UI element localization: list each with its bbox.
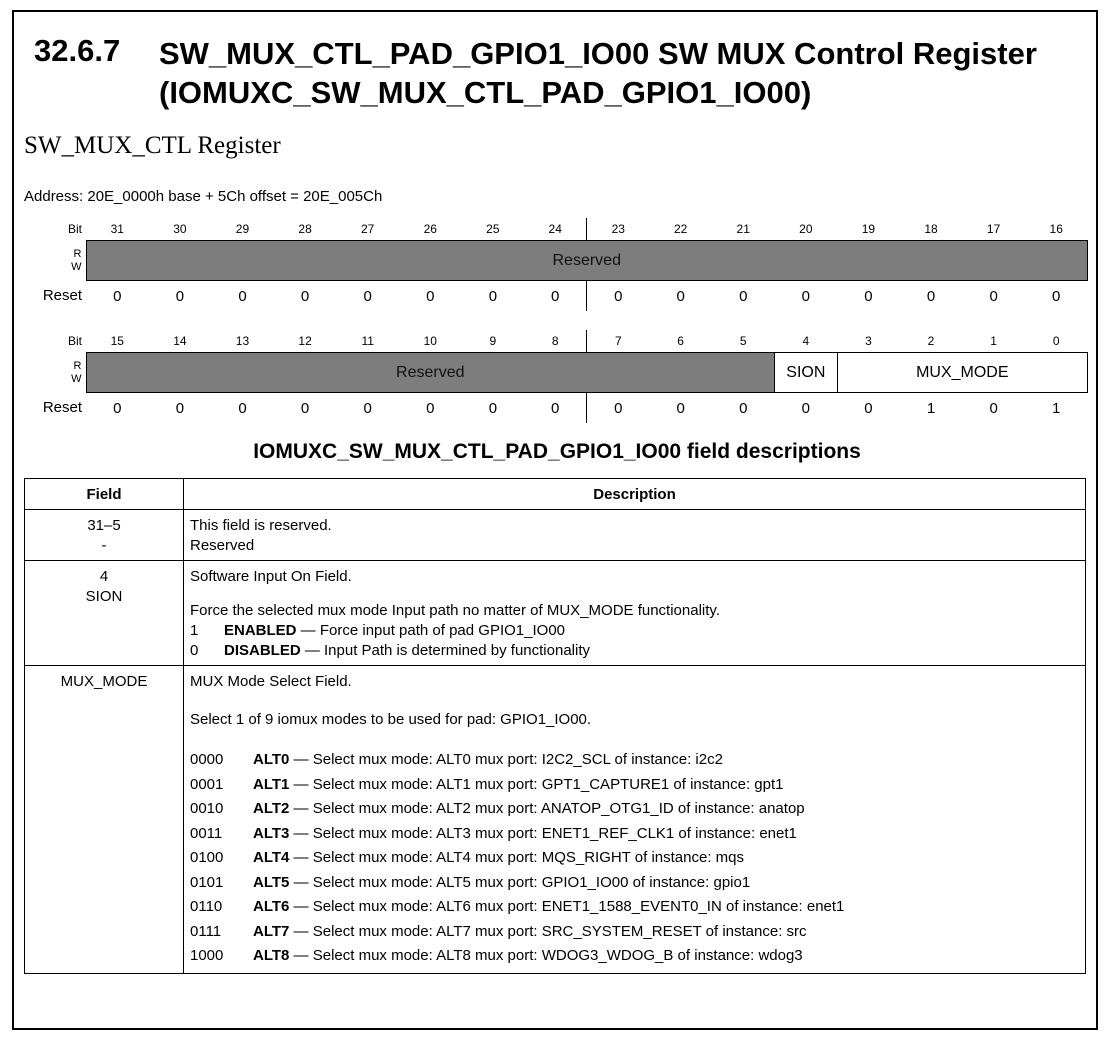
enum-text	[224, 621, 565, 641]
field-name: MUX_MODE	[60, 673, 148, 690]
bit-number: 16	[1049, 222, 1063, 236]
enum-name: ENABLED	[224, 622, 297, 639]
reset-value: 0	[926, 287, 936, 305]
write-label: W	[71, 372, 82, 385]
enum-value-row	[190, 944, 1081, 969]
enum-description: — Select mux mode: ALT0 mux port: I2C2_SCL of instance: i2c2	[289, 751, 723, 768]
reset-value: 0	[300, 399, 310, 417]
reset-value: 0	[363, 287, 372, 305]
bit-number: 2	[927, 334, 935, 348]
enum-text	[253, 822, 797, 847]
bit-number: 1	[990, 334, 997, 348]
enum-code: 0111	[190, 922, 222, 940]
reset-value: 0	[426, 287, 435, 305]
document-page	[12, 10, 1098, 1030]
bit-number: 31	[110, 222, 124, 236]
enum-name: ALT8	[253, 947, 290, 964]
section-number: 32.6.7	[34, 33, 121, 68]
enum-description: — Select mux mode: ALT1 mux port: GPT1_CAPTURE1 of instance: gpt1	[289, 775, 784, 793]
reset-value: 0	[524, 393, 587, 424]
enum-description: — Force input path of pad GPIO1_IO00	[296, 622, 565, 639]
reset-value: 0	[175, 287, 185, 305]
enum-name: ALT2	[253, 800, 290, 817]
field-descriptions-table	[24, 478, 1086, 974]
reset-value: 0	[801, 287, 810, 305]
enum-description: — Select mux mode: ALT4 mux port: MQS_RIGHT of instance: mqs	[289, 849, 744, 866]
enum-value-row	[190, 797, 1081, 822]
reserved-field: Reserved	[86, 353, 775, 393]
register-diagram-lower	[24, 330, 1088, 423]
enum-value-row	[190, 920, 1081, 945]
bit-number: 6	[677, 334, 684, 348]
bit-number: 21	[736, 222, 750, 236]
enum-text	[253, 920, 807, 945]
bit-number: 4	[802, 334, 810, 348]
field-cell	[25, 510, 184, 561]
bit-number: 11	[361, 334, 374, 348]
field-cell	[25, 561, 184, 666]
reset-value: 0	[113, 399, 122, 417]
column-header-field: Field	[25, 479, 184, 510]
bit-number: 12	[298, 334, 312, 348]
description-detail: Select 1 of 9 iomux modes to be used for pad: GPIO1_IO00.	[190, 711, 592, 728]
reset-value: 0	[739, 399, 748, 417]
reset-value: 0	[363, 399, 372, 417]
description-summary: Software Input On Field.	[190, 568, 352, 585]
bit-number: 0	[1052, 334, 1060, 348]
reset-value: 0	[989, 287, 998, 305]
enum-code: 1000	[190, 947, 224, 964]
bit-number: 24	[524, 218, 587, 241]
register-field-mux-mode: MUX_MODE	[837, 353, 1087, 393]
reset-row	[24, 393, 1088, 424]
enum-description: — Select mux mode: ALT2 mux port: ANATOP_OTG1_ID of instance: anatop	[289, 800, 805, 817]
reset-label: Reset	[42, 287, 82, 305]
enum-code: 0010	[190, 800, 224, 817]
bit-number: 19	[861, 222, 876, 236]
table-row-reserved	[25, 510, 1086, 561]
bit-number-row	[24, 330, 1088, 353]
enum-name: ALT3	[253, 824, 290, 842]
bit-number: 20	[799, 222, 813, 236]
enum-name: ALT4	[253, 849, 290, 866]
bit-number: 28	[298, 222, 312, 236]
bit-number: 3	[865, 334, 872, 348]
description-cell	[184, 561, 1086, 666]
enum-name: ALT6	[253, 898, 290, 915]
enum-text	[253, 797, 805, 822]
write-label: W	[71, 260, 82, 273]
register-diagram-upper	[24, 218, 1088, 311]
enum-description: — Select mux mode: ALT8 mux port: WDOG3_WDOG_B of instance: wdog3	[289, 947, 803, 964]
reset-value: 0	[488, 399, 498, 417]
bit-number: 18	[924, 222, 938, 236]
register-field-sion: SION	[775, 353, 838, 393]
reset-value: 0	[989, 399, 998, 417]
bit-number: 23	[611, 222, 625, 236]
description-cell	[184, 666, 1086, 974]
reset-value: 0	[801, 399, 810, 417]
field-bits: 4	[99, 568, 109, 585]
reset-value: 0	[676, 399, 685, 417]
enum-text	[224, 641, 590, 661]
enum-code: 0101	[190, 873, 224, 891]
enum-value-row	[190, 895, 1081, 920]
table-row-sion	[25, 561, 1086, 666]
enum-description: — Select mux mode: ALT7 mux port: SRC_SYSTEM_RESET of instance: src	[289, 922, 807, 940]
bit-number: 27	[360, 222, 375, 236]
bit-number: 8	[524, 330, 587, 353]
enum-value-row	[190, 748, 1081, 773]
bit-number: 7	[614, 334, 622, 348]
bit-label: Bit	[67, 222, 82, 237]
reset-value: 0	[113, 287, 122, 305]
reset-value: 0	[488, 287, 498, 305]
bit-number: 14	[173, 334, 187, 348]
enum-code: 0001	[190, 775, 224, 793]
enum-name: DISABLED	[224, 642, 301, 659]
reset-label: Reset	[42, 399, 82, 417]
enum-code: 0011	[190, 824, 223, 842]
enum-name: ALT7	[253, 922, 290, 940]
bit-label: Bit	[67, 334, 82, 349]
enum-value-row	[190, 773, 1081, 798]
enum-code: 0000	[190, 751, 224, 768]
description-cell	[184, 510, 1086, 561]
description-summary: MUX Mode Select Field.	[190, 673, 352, 690]
field-cell	[25, 666, 184, 974]
reset-value: 1	[926, 399, 936, 417]
reset-value: 0	[300, 287, 310, 305]
enum-code: 0	[190, 642, 199, 659]
reset-row	[24, 281, 1088, 312]
read-label: R	[73, 247, 82, 260]
field-name: SION	[85, 588, 123, 605]
reserved-field: Reserved	[86, 241, 1088, 281]
bit-number: 30	[173, 222, 187, 236]
enum-description: — Select mux mode: ALT6 mux port: ENET1_1588_EVENT0_IN of instance: enet1	[289, 898, 845, 915]
reset-value: 0	[238, 399, 247, 417]
reset-value: 0	[426, 399, 435, 417]
enum-name: ALT0	[253, 751, 290, 768]
enum-code: 0110	[190, 898, 223, 915]
reset-value: 0	[676, 287, 685, 305]
enum-text	[253, 846, 744, 871]
page-title: SW_MUX_CTL_PAD_GPIO1_IO00 SW MUX Control Register (IOMUXC_SW_MUX_CTL_PAD_GPIO1_IO00)	[159, 36, 1037, 110]
enum-code: 1	[190, 622, 199, 639]
enum-text	[253, 871, 750, 896]
enum-text	[253, 773, 784, 798]
bit-number: 9	[489, 334, 497, 348]
bit-number: 10	[423, 334, 437, 348]
enum-text	[253, 895, 844, 920]
reset-value: 0	[175, 399, 185, 417]
description-line: This field is reserved.	[190, 517, 332, 534]
description-line: Reserved	[190, 537, 255, 554]
reset-value: 0	[614, 399, 623, 417]
bit-number: 17	[986, 222, 1001, 236]
bit-number: 25	[486, 222, 500, 236]
reset-value: 0	[524, 281, 587, 312]
enum-value-row	[190, 621, 1081, 641]
enum-value-row	[190, 641, 1081, 661]
enum-description: — Select mux mode: ALT3 mux port: ENET1_REF_CLK1 of instance: enet1	[289, 824, 797, 842]
rw-label	[24, 353, 86, 393]
enum-value-row	[190, 871, 1081, 896]
reset-value: 0	[739, 287, 748, 305]
enum-description: — Input Path is determined by functionality	[300, 642, 590, 659]
reset-value: 0	[1052, 287, 1061, 305]
field-row	[24, 353, 1088, 393]
table-header-row	[25, 479, 1086, 510]
enum-text	[253, 944, 803, 969]
reset-value: 0	[864, 287, 873, 305]
reset-value: 0	[238, 287, 247, 305]
register-subtitle: SW_MUX_CTL Register	[24, 132, 281, 159]
bit-number: 22	[673, 222, 688, 236]
table-row-mux-mode	[25, 666, 1086, 974]
field-bits: 31–5	[87, 517, 121, 534]
field-name: -	[101, 537, 107, 554]
enum-code: 0100	[190, 849, 224, 866]
field-table-title: IOMUXC_SW_MUX_CTL_PAD_GPIO1_IO00 field descriptions	[253, 440, 861, 463]
bit-number: 15	[110, 334, 124, 348]
bit-number: 5	[739, 334, 747, 348]
bit-number: 13	[235, 334, 250, 348]
reset-value: 0	[614, 287, 623, 305]
enum-name: ALT5	[253, 873, 290, 891]
bit-number-row	[24, 218, 1088, 241]
enum-text	[253, 748, 723, 773]
enum-description: — Select mux mode: ALT5 mux port: GPIO1_IO00 of instance: gpio1	[289, 873, 751, 891]
field-row	[24, 241, 1088, 281]
reset-value: 0	[864, 399, 873, 417]
bit-number: 26	[423, 222, 437, 236]
column-header-description: Description	[184, 479, 1086, 510]
bit-number: 29	[235, 222, 250, 236]
description-detail: Force the selected mux mode Input path no matter of MUX_MODE functionality.	[190, 602, 720, 619]
enum-value-row	[190, 822, 1081, 847]
enum-value-row	[190, 846, 1081, 871]
read-label: R	[73, 359, 82, 372]
register-address: Address: 20E_0000h base + 5Ch offset = 20E_005Ch	[24, 188, 383, 205]
rw-label	[24, 241, 86, 281]
enum-name: ALT1	[253, 775, 290, 793]
reset-value: 1	[1052, 399, 1061, 417]
